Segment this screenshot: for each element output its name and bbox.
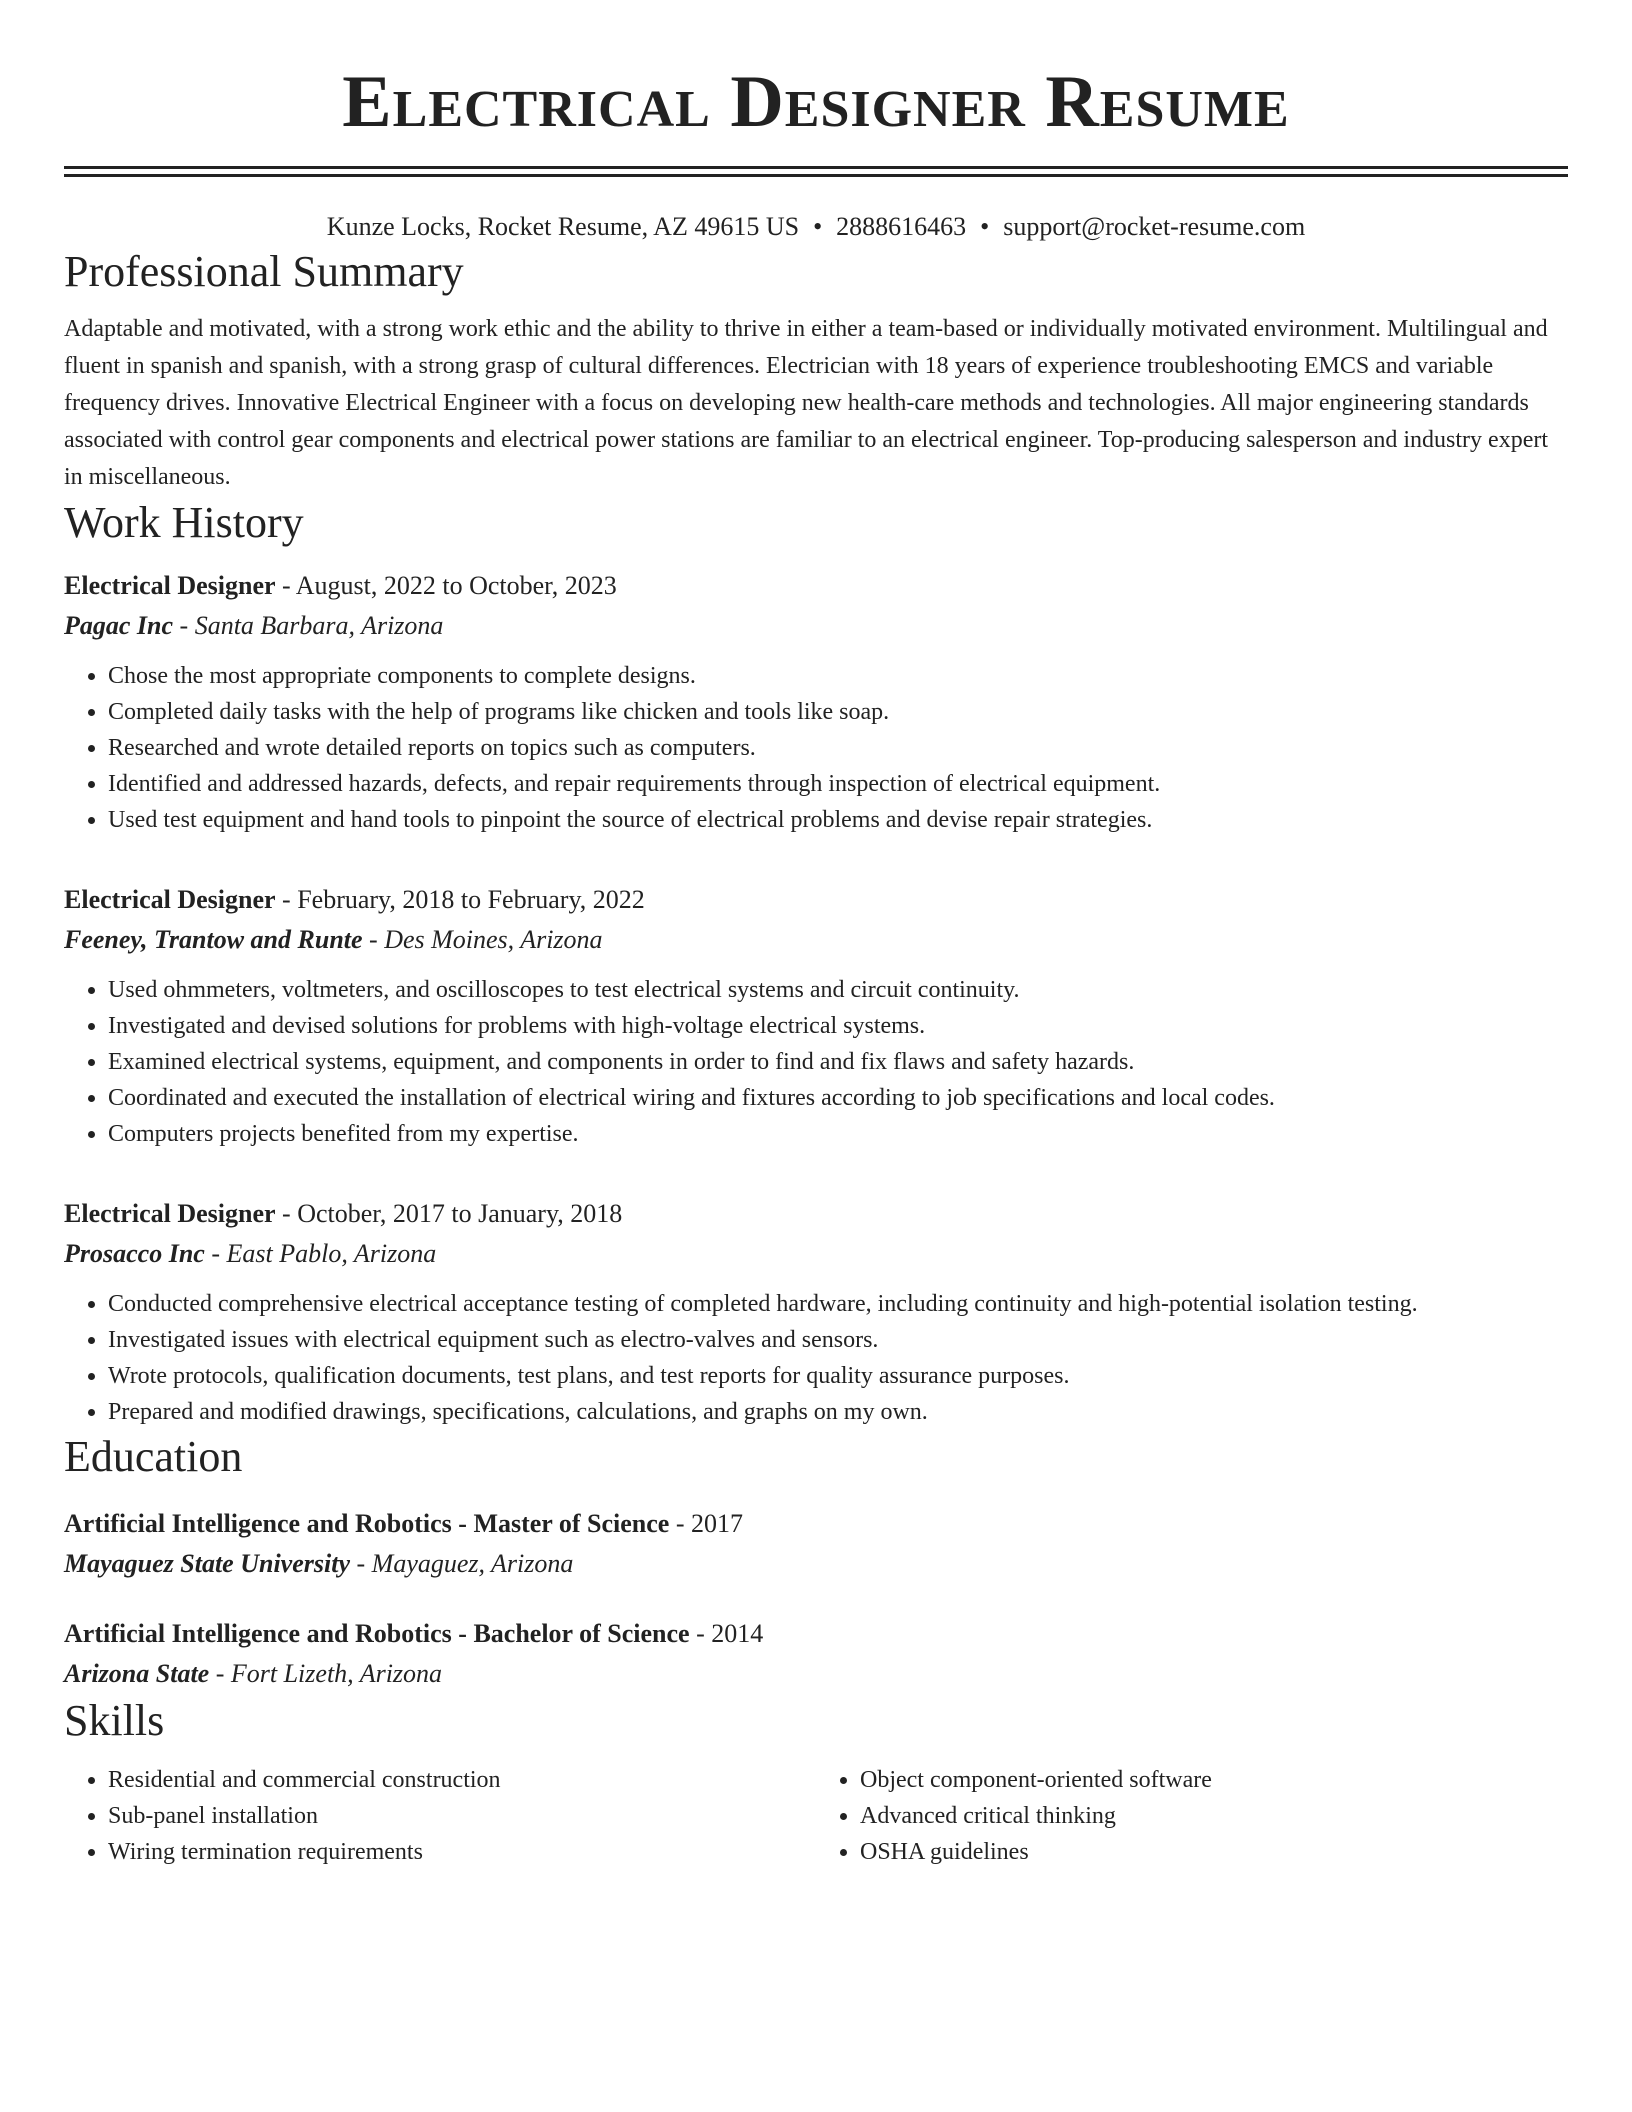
education-entry xyxy=(64,1614,1568,1694)
job-company: Pagac Inc xyxy=(64,611,174,640)
list-item: • Prepared and modified drawings, specifications, calculations, and graphs on my own. xyxy=(108,1394,1568,1430)
job-title-line xyxy=(64,1194,1568,1234)
job-bullets xyxy=(64,658,1568,838)
list-item: • Wiring termination requirements xyxy=(108,1834,816,1870)
contact-address: Kunze Locks, Rocket Resume, AZ 49615 US xyxy=(326,212,800,241)
job-title: Electrical Designer xyxy=(64,571,276,600)
job-title: Electrical Designer xyxy=(64,885,276,914)
list-item: • Conducted comprehensive electrical acceptance testing of completed hardware, including continuity and high-potential isolation testing. xyxy=(108,1286,1568,1322)
list-item: • Used ohmmeters, voltmeters, and oscilloscopes to test electrical systems and circuit continuity. xyxy=(108,972,1568,1008)
skills-right-column xyxy=(816,1762,1568,1870)
list-item: • Used test equipment and hand tools to pinpoint the source of electrical problems and devise repair strategies. xyxy=(108,802,1568,838)
job-dates: - February, 2018 to February, 2022 xyxy=(275,885,645,914)
list-item: • OSHA guidelines xyxy=(860,1834,1568,1870)
education-heading: Education xyxy=(64,1432,243,1481)
school: Mayaguez State University xyxy=(64,1549,350,1578)
contact-separator: • xyxy=(980,212,990,241)
skills-heading: Skills xyxy=(64,1696,165,1745)
job-title-line xyxy=(64,880,1568,920)
job-dates: - August, 2022 to October, 2023 xyxy=(275,571,617,600)
skills-left-column xyxy=(64,1762,816,1870)
list-item: • Completed daily tasks with the help of programs like chicken and tools like soap. xyxy=(108,694,1568,730)
degree-year: - 2014 xyxy=(689,1619,764,1648)
list-item: • Advanced critical thinking xyxy=(860,1798,1568,1834)
contact-phone: 2888616463 xyxy=(836,212,967,241)
degree-line xyxy=(64,1504,1568,1544)
summary-heading: Professional Summary xyxy=(64,247,464,296)
list-item: • Coordinated and executed the installation of electrical wiring and fixtures according to job specifications and local codes. xyxy=(108,1080,1568,1116)
list-item: • Chose the most appropriate components to complete designs. xyxy=(108,658,1568,694)
list-item: • Investigated issues with electrical equipment such as electro-valves and sensors. xyxy=(108,1322,1568,1358)
school: Arizona State xyxy=(64,1659,210,1688)
job-title: Electrical Designer xyxy=(64,1199,276,1228)
school-line xyxy=(64,1544,1568,1584)
degree-line xyxy=(64,1614,1568,1654)
job-bullets xyxy=(64,1286,1568,1430)
school-line xyxy=(64,1654,1568,1694)
title-double-rule xyxy=(64,166,1568,177)
list-item: • Researched and wrote detailed reports on topics such as computers. xyxy=(108,730,1568,766)
degree: Artificial Intelligence and Robotics - Bachelor of Science xyxy=(64,1619,690,1648)
work-history-heading: Work History xyxy=(64,498,304,547)
job-entry xyxy=(64,1194,1568,1430)
education-entry xyxy=(64,1504,1568,1584)
job-company-line xyxy=(64,920,1568,960)
job-dates: - October, 2017 to January, 2018 xyxy=(275,1199,623,1228)
skills-grid xyxy=(64,1762,1568,1870)
contact-separator: • xyxy=(813,212,823,241)
degree-year: - 2017 xyxy=(669,1509,744,1538)
list-item: • Identified and addressed hazards, defects, and repair requirements through inspection of electrical equipment. xyxy=(108,766,1568,802)
job-entry xyxy=(64,880,1568,1152)
job-bullets xyxy=(64,972,1568,1152)
resume-title: Electrical Designer Resume xyxy=(342,61,1290,143)
job-entry xyxy=(64,566,1568,838)
summary-text: Adaptable and motivated, with a strong work ethic and the ability to thrive in either a team-based or individually motivated environment. Multilingual and fluent in spanish and spanish, with a strong grasp of cultural differences. Electrician with 18 years of experience troubleshooting EMCS and variable frequency drives. Innovative Electrical Engineer with a focus on developing new health-care methods and technologies. All major engineering standards associated with control gear components and electrical power stations are familiar to an electrical engineer. Top-producing salesperson and industry expert in miscellaneous. xyxy=(64,316,1549,490)
list-item: • Object component-oriented software xyxy=(860,1762,1568,1798)
list-item: • Investigated and devised solutions for problems with high-voltage electrical systems. xyxy=(108,1008,1568,1044)
school-location: - Fort Lizeth, Arizona xyxy=(209,1659,443,1688)
contact-line xyxy=(64,209,1568,245)
job-company-line xyxy=(64,606,1568,646)
list-item: • Residential and commercial construction xyxy=(108,1762,816,1798)
list-item: • Computers projects benefited from my expertise. xyxy=(108,1116,1568,1152)
list-item: • Sub-panel installation xyxy=(108,1798,816,1834)
job-company: Feeney, Trantow and Runte xyxy=(64,925,363,954)
job-location: - Des Moines, Arizona xyxy=(362,925,603,954)
degree: Artificial Intelligence and Robotics - Master of Science xyxy=(64,1509,670,1538)
job-location: - Santa Barbara, Arizona xyxy=(173,611,444,640)
school-location: - Mayaguez, Arizona xyxy=(350,1549,574,1578)
job-company: Prosacco Inc xyxy=(64,1239,205,1268)
job-title-line xyxy=(64,566,1568,606)
list-item: • Wrote protocols, qualification documents, test plans, and test reports for quality assurance purposes. xyxy=(108,1358,1568,1394)
contact-email: support@rocket-resume.com xyxy=(1003,212,1306,241)
job-location: - East Pablo, Arizona xyxy=(204,1239,437,1268)
job-company-line xyxy=(64,1234,1568,1274)
list-item: • Examined electrical systems, equipment, and components in order to find and fix flaws and safety hazards. xyxy=(108,1044,1568,1080)
